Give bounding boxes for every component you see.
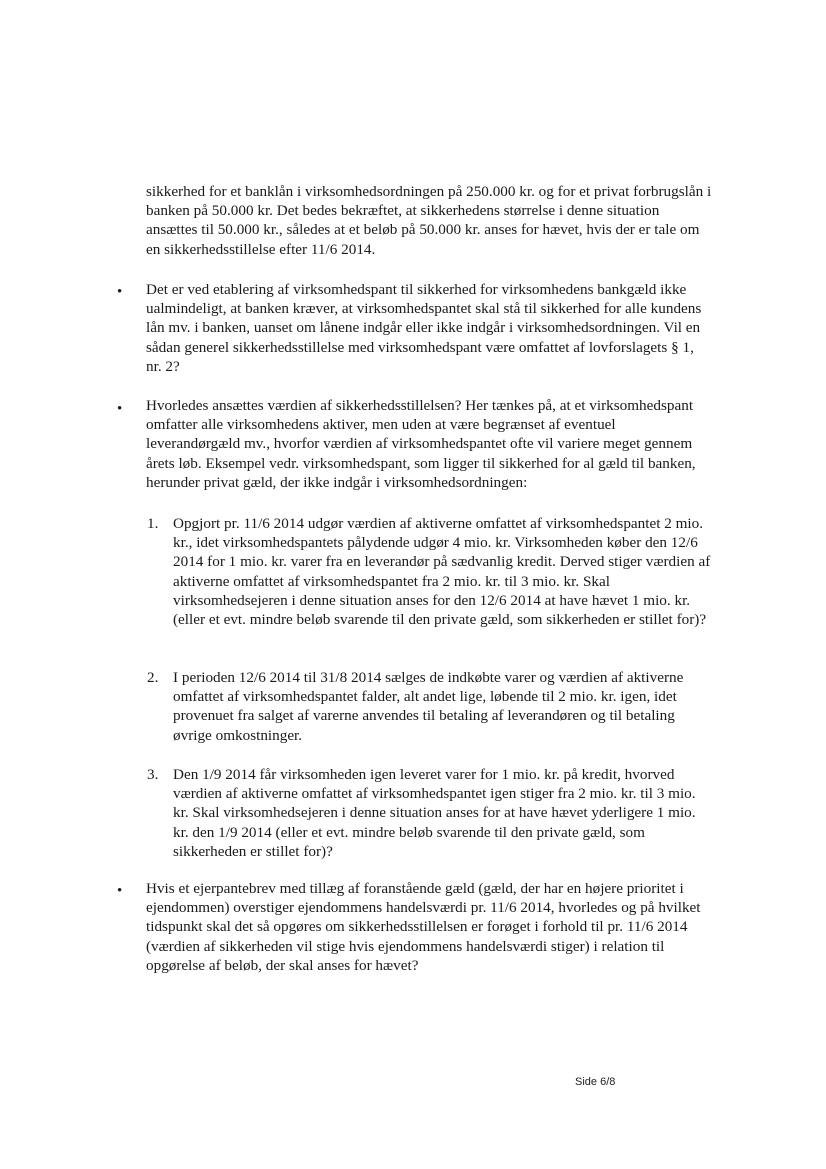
bullet-icon: • xyxy=(117,284,123,300)
bullet-icon: • xyxy=(117,883,123,899)
numbered-paragraph-3: Den 1/9 2014 får virksomheden igen leveret varer for 1 mio. kr. på kredit, hvorved værdien af aktiverne omfattet af virksomhedspantet igen stiger fra 2 mio. kr. til 3 mio. kr. Skal virksomhedsejeren i denne situation anses for at have hævet yderligere 1 mio. kr. den 1/9 2014 (eller et evt. mindre beløb svarende til den private gæld, som sikkerheden er stillet for)? xyxy=(173,766,696,860)
list-number-2: 2. xyxy=(147,669,159,686)
list-number-3: 3. xyxy=(147,766,159,783)
bullet-paragraph-2: Hvorledes ansættes værdien af sikkerhedsstillelsen? Her tænkes på, at et virksomhedspant omfatter alle virksomhedens aktiver, men uden at være begrænset af eventuel leverandørgæld mv., hvorfor værdien af virksomhedspantet ofte vil variere meget gennem årets løb. Eksempel vedr. virksomhedspant, som ligger til sikkerhed for al gæld til banken, herunder privat gæld, der ikke indgår i virksomhedsordningen: xyxy=(146,397,696,491)
bullet-paragraph-1: Det er ved etablering af virksomhedspant til sikkerhed for virksomhedens bankgæld ikke ualmindeligt, at banken kræver, at virksomhedspantet skal stå til sikkerhed for alle kundens lån mv. i banken, uanset om lånene indgår eller ikke indgår i virksomhedsordningen. Vil en sådan generel sikkerhedsstillelse med virksomhedspant være omfattet af lovforslagets § 1, nr. 2? xyxy=(146,281,702,375)
list-number-1: 1. xyxy=(147,515,159,532)
numbered-paragraph-1: Opgjort pr. 11/6 2014 udgør værdien af aktiverne omfattet af virksomhedspantet 2 mio. kr., idet virksomhedspantets pålydende udgør 4 mio. kr. Virksomheden køber den 12/6 2014 for 1 mio. kr. varer fra en leverandør på sædvanlig kredit. Derved stiger værdien af aktiverne omfattet af virksomhedspantet fra 2 mio. kr. til 3 mio. kr. Skal virksomhedsejeren i denne situation anses for den 12/6 2014 at have hævet 1 mio. kr. (eller et evt. mindre beløb svarende til den private gæld, som sikkerheden er stillet for)? xyxy=(173,515,711,629)
bullet-paragraph-3: Hvis et ejerpantebrev med tillæg af foranstående gæld (gæld, der har en højere prioritet i ejendommen) overstiger ejendommens handelsværdi pr. 11/6 2014, hvorledes og på hvilket tidspunkt skal det så opgøres om sikkerhedsstillelsen er forøget i forhold til pr. 11/6 2014 (værdien af sikkerheden vil stige hvis ejendommens handelsværdi stiger) i relation til opgørelse af beløb, der skal anses for hævet? xyxy=(146,880,701,974)
numbered-paragraph-2: I perioden 12/6 2014 til 31/8 2014 sælges de indkøbte varer og værdien af aktiverne omfattet af virksomhedspantet falder, alt andet lige, løbende til 2 mio. kr. igen, idet provenuet fra salget af varerne anvendes til betaling af leverandøren og til betaling øvrige omkostninger. xyxy=(173,669,684,744)
page-number: Side 6/8 xyxy=(575,1076,616,1088)
intro-paragraph: sikkerhed for et banklån i virksomhedsordningen på 250.000 kr. og for et privat forbrugslån i banken på 50.000 kr. Det bedes bekræftet, at sikkerhedens størrelse i denne situation ansættes til 50.000 kr., således at et beløb på 50.000 kr. anses for hævet, hvis der er tale om en sikkerhedsstillelse efter 11/6 2014. xyxy=(146,183,712,258)
bullet-icon: • xyxy=(117,401,123,417)
